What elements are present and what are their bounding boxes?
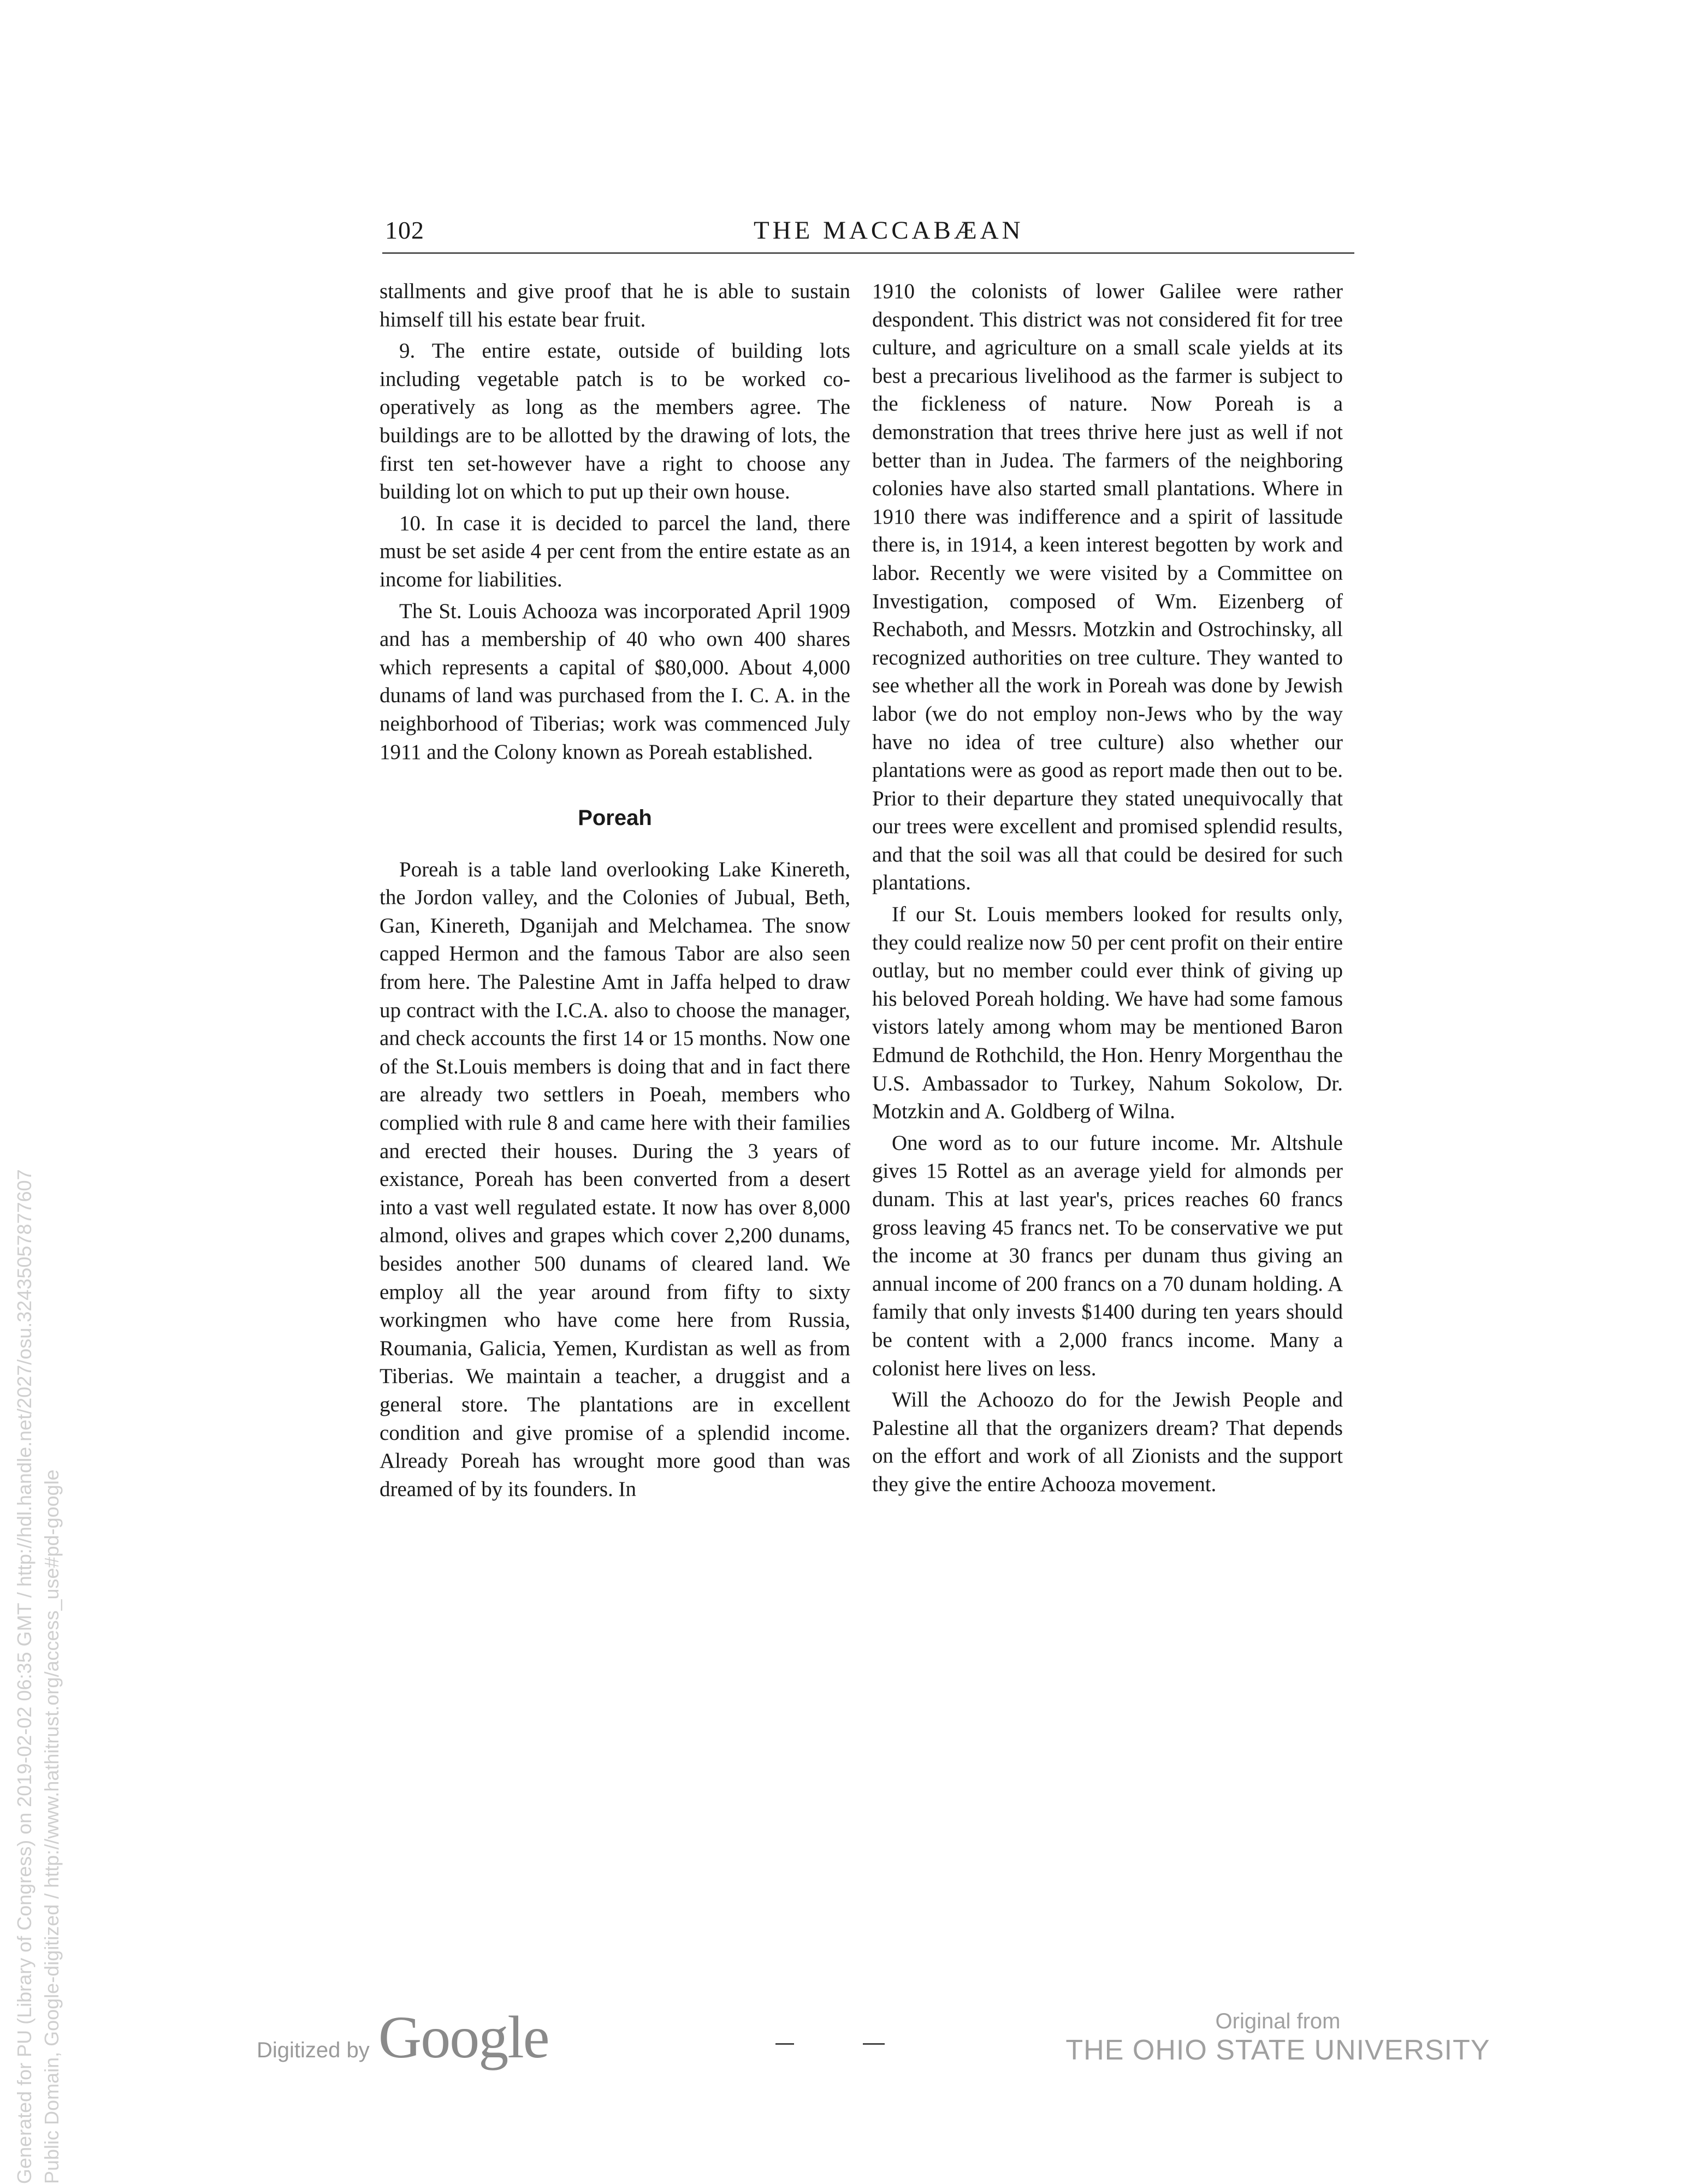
paragraph: The St. Louis Achooza was incorporated April 1909 and has a membership of 40 who own 400 shares which represents a capital of $80,000. About 4,000 dunams of land was purchased from the I. C. A. in the neighborhood of Tiberias; work was commenced July 1911 and the Colony known as Poreah established.: [380, 599, 850, 764]
running-title: THE MACCABÆAN: [754, 216, 1024, 245]
original-from-label: Original from: [1215, 2009, 1341, 2033]
digitized-by-label: Digitized by: [257, 2038, 370, 2062]
access-watermark: [11, 1169, 66, 2184]
page-number: 102: [385, 216, 424, 244]
paragraph: 9. The entire estate, outside of building lots including vegetable patch is to be worked co-operatively as long as the members agree. The buildings are to be allotted by the drawing of lots, the first ten set-however have a right to choose any building lot on which to put up their own house.: [380, 339, 850, 504]
right-column: [872, 277, 1343, 1499]
paragraph: Will the Achoozo do for the Jewish People and Palestine all that the organizers dream? That depends on the effort and work of all Zionists and the support they give the entire Achooza movement.: [872, 1388, 1343, 1496]
google-digitized-mark: [257, 2003, 549, 2072]
watermark-line-2: Public Domain, Google-digitized / http://www.hathitrust.org/access_use#pd-google: [40, 1469, 63, 2184]
university-name: THE OHIO STATE UNIVERSITY: [1065, 2034, 1490, 2066]
paragraph: One word as to our future income. Mr. Altshule gives 15 Rottel as an average yield for almonds per dunam. This at last year's, prices reaches 60 francs gross leaving 45 francs net. To be conservative we put the income at 30 francs per dunam thus giving an annual income of 200 francs on a 70 dunam holding. A family that only invests $1400 during ten years should be content with a 2,000 francs income. Many a colonist here lives on less.: [872, 1131, 1343, 1380]
footer-dash: [775, 2043, 794, 2045]
paragraph: Poreah is a table land overlooking Lake Kinereth, the Jordon valley, and the Colonies of Jubual, Beth, Gan, Kinereth, Dganijah and Melchamea. The snow capped Hermon and the famous Tabor are also seen from here. The Palestine Amt in Jaffa helped to draw up contract with the I.C.A. also to choose the manager, and check accounts the first 14 or 15 months. Now one of the St.Louis members is doing that and in fact there are already two settlers in Poeah, members who complied with rule 8 and came here with their families and erected their houses. During the 3 years of existance, Poreah has been converted from a desert into a vast well regulated estate. It now has over 8,000 almond, olives and grapes which cover 2,200 dunams, besides another 500 dunams of cleared land. We employ all the year around from fifty to sixty workingmen who have come here from Russia, Roumania, Galicia, Yemen, Kurdistan as well as from Tiberias. We maintain a teacher, a druggist and a general store. The plantations are in excellent condition and give promise of a splendid income. Already Poreah has wrought more good than was dreamed of by its founders. In: [380, 857, 850, 1501]
paragraph: 10. In case it is decided to parcel the land, there must be set aside 4 per cent from the entire estate as an income for liabilities.: [380, 511, 850, 591]
paragraph: If our St. Louis members looked for results only, they could realize now 50 per cent profit on their entire outlay, but no member could ever think of giving up his beloved Poreah holding. We have had some famous vistors lately among whom may be mentioned Baron Edmund de Rothchild, the Hon. Henry Morgenthau the U.S. Ambassador to Turkey, Nahum Sokolow, Dr. Motzkin and A. Goldberg of Wilna.: [872, 903, 1343, 1124]
paragraph: 1910 the colonists of lower Galilee were rather despondent. This district was not considered fit for tree culture, and agriculture on a small scale yields at its best a precarious livelihood as the farmer is subject to the fickleness of nature. Now Poreah is a demonstration that trees thrive here just as well if not better than in Judea. The farmers of the neighboring colonies have also started small plantations. Where in 1910 there was indifference and a spirit of lassitude there is, in 1914, a keen interest begotten by work and labor. Recently we were visited by a Committee on Investigation, composed of Wm. Eizenberg of Rechaboth, and Messrs. Motzkin and Ostrochinsky, all recognized authorities on tree culture. They wanted to see whether all the work in Poreah was done by Jewish labor (we do not employ non-Jews who by the way have no idea of tree culture) also whether our plantations were as good as report made then out to be. Prior to their departure they stated unequivocally that our trees were excellent and promised splendid results, and that the soil was all that could be desired for such plantations.: [872, 280, 1343, 895]
footer-dash: [863, 2043, 885, 2045]
left-column: [380, 277, 850, 1503]
paragraph: stallments and give proof that he is able to sustain himself till his estate bear fruit.: [380, 280, 850, 331]
google-logo: Google: [378, 2004, 549, 2070]
header-rule: [382, 252, 1354, 254]
original-source-mark: [1059, 2009, 1496, 2067]
section-heading: Poreah: [578, 806, 652, 830]
watermark-line-1: Generated for PU (Library of Congress) on 2019-02-02 06:35 GMT / http://hdl.handle.net/2027/osu.32435057877607: [13, 1169, 35, 2184]
